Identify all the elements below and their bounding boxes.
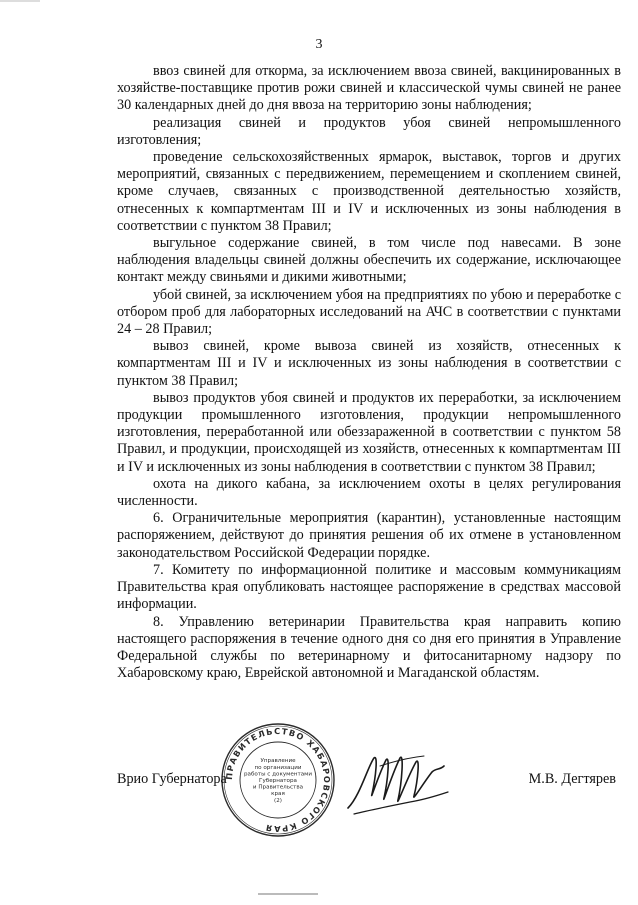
- scan-edge-mark: [0, 0, 40, 2]
- signatory-name: М.В. Дегтярев: [528, 771, 616, 787]
- scan-edge-mark-bottom: [258, 893, 318, 895]
- paragraph-2: реализация свиней и продуктов убоя свиней непромышленного изготовления;: [117, 114, 621, 148]
- page-number: 3: [315, 37, 323, 52]
- paragraph-8: охота на дикого кабана, за исключением охоты в целях регулирования численности.: [117, 475, 621, 510]
- paragraph-10: 7. Комитету по информационной политике и массовым коммуникациям Правительства края опубликовать настоящее распоряжение в средствах массовой информации.: [117, 561, 621, 613]
- seal-center-line: (2): [274, 797, 282, 804]
- handwritten-signature: [340, 736, 450, 826]
- seal-ring-text: ПРАВИТЕЛЬСТВО ХАБАРОВСКОГО КРАЯ: [223, 725, 333, 835]
- paragraph-11: 8. Управлению ветеринарии Правительства края направить копию настоящего распоряжения в течение одного дня со дня его принятия в Управление Федеральной службы по ветеринарному и фитосанитарному надзору по Хабаровскому краю, Еврейской автономной и Магаданской областям.: [117, 613, 621, 682]
- paragraph-4: выгульное содержание свиней, в том числе под навесами. В зоне наблюдения владельцы свиней должны обеспечить их содержание, исключающее контакт между свиньями и дикими животными;: [117, 235, 621, 286]
- paragraph-9: 6. Ограничительные мероприятия (карантин), установленные настоящим распоряжением, действуют до принятия решения об их отмене в установленном законодательством Российской Федерации порядке.: [117, 510, 621, 561]
- seal-center-line: и Правительства: [252, 784, 304, 791]
- seal-center-line: края: [271, 791, 285, 798]
- official-seal: [220, 722, 336, 838]
- paragraph-7: вывоз продуктов убоя свиней и продуктов их переработки, за исключением продукции промышленного изготовления, продукции непромышленного изготовления, переработанной или обеззараженной в соответствии с пунктом 58 Правил, и продукции, происходящей из хозяйств, отнесенных к компартментам III и IV и исключенных из зоны наблюдения в соответствии с пунктом 38 Правил;: [117, 389, 621, 475]
- paragraph-5: убой свиней, за исключением убоя на предприятиях по убою и переработке с отбором проб для лабораторных исследований на АЧС в соответствии с пунктами 24 – 28 Правил;: [117, 286, 621, 338]
- document-body: [117, 63, 621, 682]
- seal-center-line: Управление: [260, 758, 296, 765]
- seal-center-line: по организации: [254, 764, 302, 771]
- paragraph-1: ввоз свиней для откорма, за исключением ввоза свиней, вакцинированных в хозяйстве-поставщике против рожи свиней и классической чумы свиней не ранее 30 календарных дней до дня ввоза на территорию зоны наблюдения;: [117, 63, 621, 114]
- paragraph-6: вывоз свиней, кроме вывоза свиней из хозяйств, отнесенных к компартментам III и IV и исключенных из зоны наблюдения в соответствии с пунктом 38 Правил;: [117, 338, 621, 389]
- signatory-position: Врио Губернатора: [117, 771, 227, 787]
- seal-center-line: Губернатора: [259, 778, 297, 784]
- seal-center-line: работы с документами: [244, 771, 312, 778]
- paragraph-3: проведение сельскохозяйственных ярмарок, выставок, торгов и других мероприятий, связанных с передвижением, перемещением и скоплением свиней, кроме случаев, связанных с производственной деятельностью хозяйств, отнесенных к компартментам III и IV и исключенных из зоны наблюдения в соответствии с пунктом 38 Правил;: [117, 149, 621, 234]
